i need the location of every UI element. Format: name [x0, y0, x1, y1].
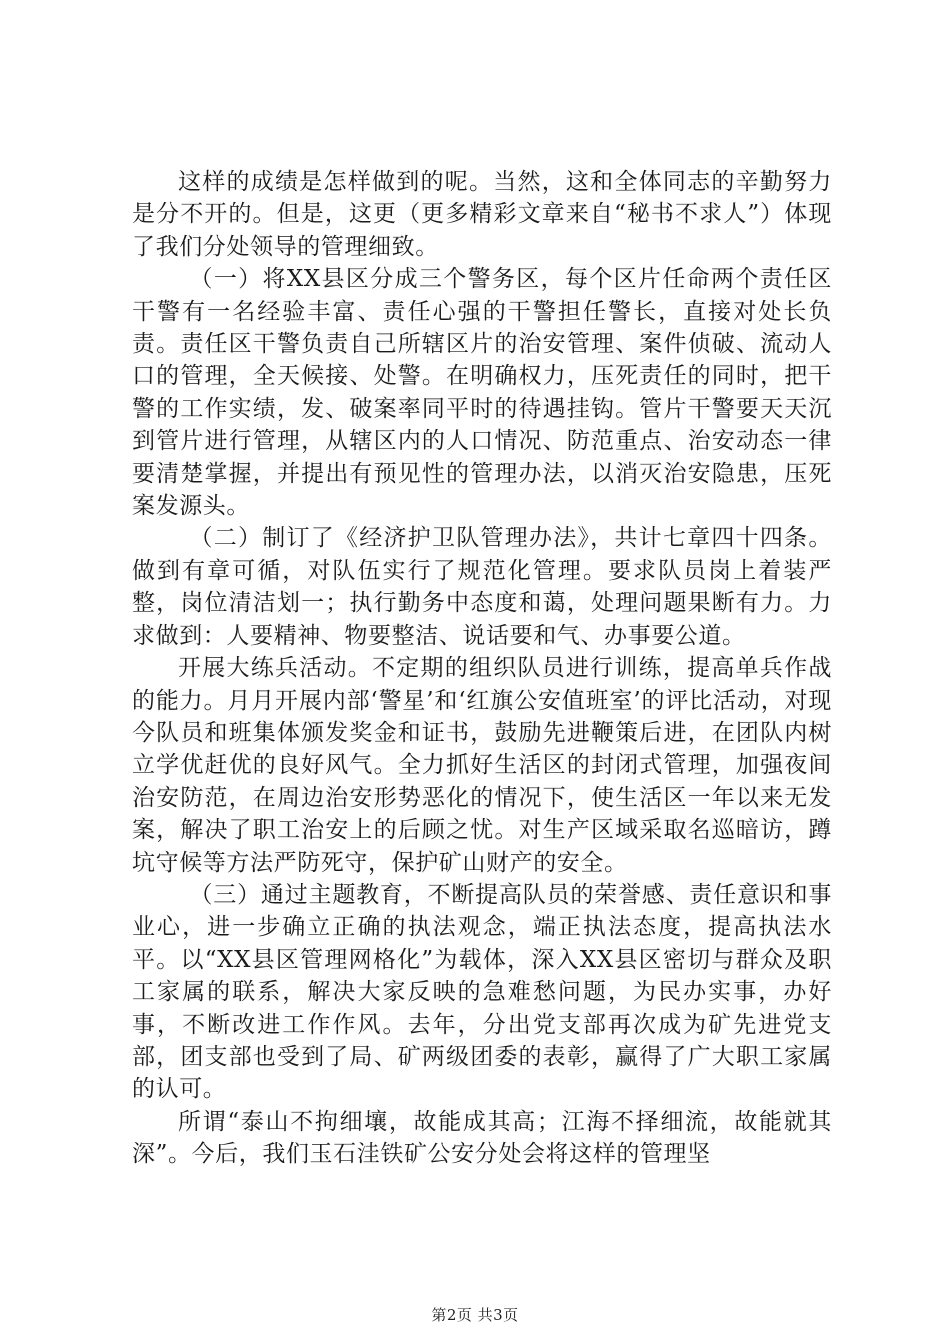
page-number-footer: 第2页 共3页 — [431, 1306, 519, 1324]
paragraph-4: 开展大练兵活动。不定期的组织队员进行训练，提高单兵作战的能力。月月开展内部‘警星’和‘红旗公安值班室’的评比活动，对现今队员和班集体颁发奖金和证书，鼓励先进鞭策后进，在团队内树立学优赶优的良好风气。全力抓好生活区的封闭式管理，加强夜间治安防范，在周边治安形势恶化的情况下，使生活区一年以来无发案，解决了职工治安上的后顾之忧。对生产区域采取名巡暗访，蹲坑守候等方法严防死守，保护矿山财产的安全。 — [132, 655, 832, 876]
document-body — [132, 166, 832, 1171]
paragraph-6: 所谓“泰山不拘细壤，故能成其高；江海不择细流，故能就其深”。今后，我们玉石洼铁矿公安分处会将这样的管理坚 — [132, 1108, 832, 1168]
paragraph-1: 这样的成绩是怎样做到的呢。当然，这和全体同志的辛勤努力是分不开的。但是，这更（更多精彩文章来自“秘书不求人”）体现了我们分处领导的管理细致。 — [132, 169, 832, 260]
paragraph-2: （一）将XX县区分成三个警务区，每个区片任命两个责任区干警有一名经验丰富、责任心强的干警担任警长，直接对处长负责。责任区干警负责自己所辖区片的治安管理、案件侦破、流动人口的管理，全天候接、处警。在明确权力，压死责任的同时，把干警的工作实绩，发、破案率同平时的待遇挂钩。管片干警要天天沉到管片进行管理，从辖区内的人口情况、防范重点、治安动态一律要清楚掌握，并提出有预见性的管理办法，以消灭治安隐患，压死案发源头。 — [132, 266, 832, 520]
paragraph-5: （三）通过主题教育，不断提高队员的荣誉感、责任意识和事业心，进一步确立正确的执法观念，端正执法态度，提高执法水平。以“XX县区管理网格化”为载体，深入XX县区密切与群众及职工家属的联系，解决大家反映的急难愁问题，为民办实事，办好事，不断改进工作作风。去年，分出党支部再次成为矿先进党支部，团支部也受到了局、矿两级团委的表彰，赢得了广大职工家属的认可。 — [132, 881, 832, 1103]
paragraph-3: （二）制订了《经济护卫队管理办法》，共计七章四十四条。做到有章可循，对队伍实行了规范化管理。要求队员岗上着装严整，岗位清洁划一；执行勤务中态度和蔼，处理问题果断有力。力求做到：人要精神、物要整洁、说话要和气、办事要公道。 — [132, 525, 832, 649]
